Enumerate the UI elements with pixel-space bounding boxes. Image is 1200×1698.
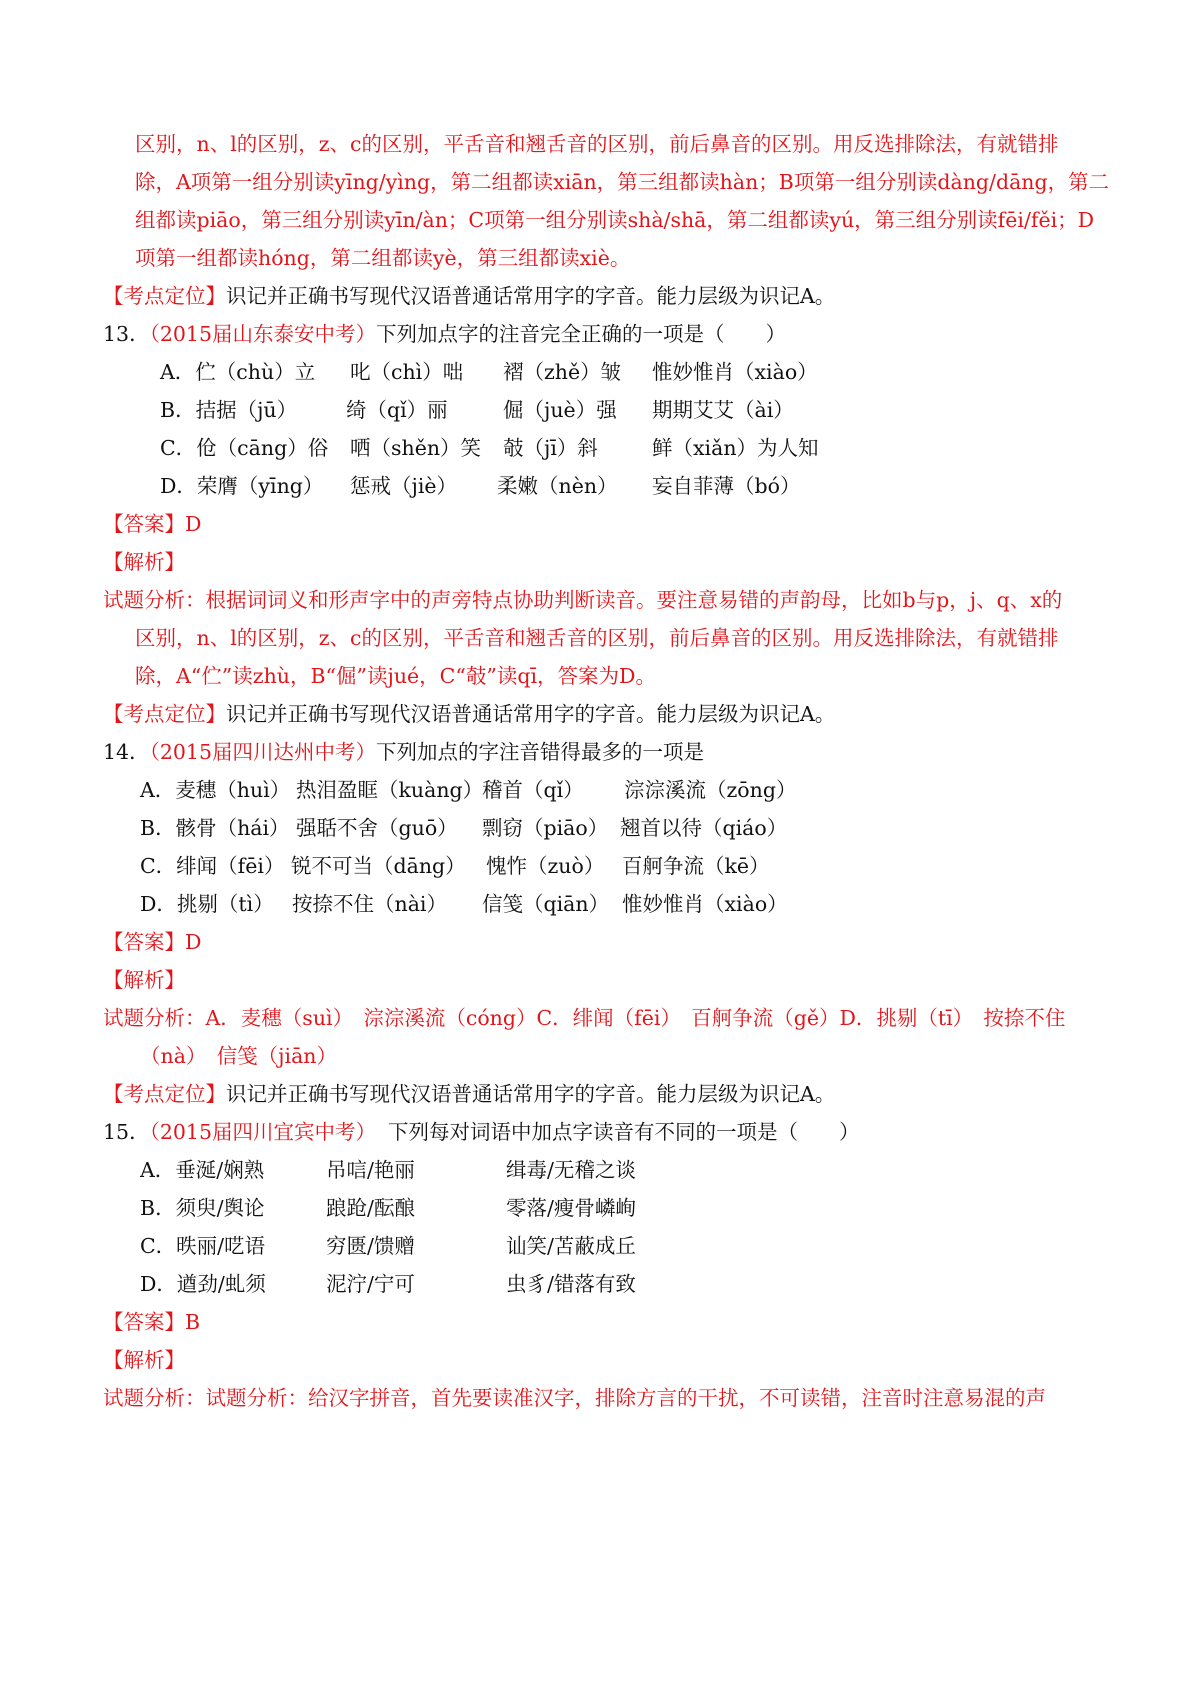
q15-number: 15． (103, 1120, 150, 1144)
q15-option-c (0, 1231, 1200, 1261)
q14-analysis-2: （nà） 信笺（jiān） (140, 1044, 338, 1068)
q13-answer-value: D (185, 512, 202, 536)
q13-c-3: 攲（jī）斜 (503, 436, 598, 460)
q15-answer-value: B (185, 1310, 201, 1334)
q14-a-2: 热泪盈眶（kuàng） (296, 778, 484, 802)
q13-kaodian-label: 【考点定位】 (103, 702, 226, 726)
kaodian-row (103, 281, 835, 311)
q13-jiexi-label: 【解析】 (103, 550, 185, 574)
q13-answer-label: 【答案】 (103, 512, 185, 536)
q14-d-2: 按捺不住（nài） (292, 892, 447, 916)
q13-d-1: D．荣膺（yīng） (160, 474, 324, 498)
q13-c-4: 鲜（xiǎn）为人知 (652, 436, 819, 460)
q14-analysis-1: 试题分析：A．麦穗（suì） 淙淙溪流（cóng）C．绯闻（fēi） 百舸争流（gě）D．挑剔（tī） 按捺不住 (103, 1006, 1066, 1030)
q14-b-3: 剽窃（piāo） (482, 816, 609, 840)
q14-d-3: 信笺（qiān） (482, 892, 610, 916)
q14-answer-label: 【答案】 (103, 930, 185, 954)
q14-stem (103, 737, 704, 767)
q14-number: 14． (103, 740, 150, 764)
q15-answer-label: 【答案】 (103, 1310, 185, 1334)
q13-b-4: 期期艾艾（ài） (652, 398, 794, 422)
q14-b-4: 翘首以待（qiáo） (620, 816, 788, 840)
q13-kaodian-row (103, 699, 835, 729)
q13-a-1: A．伫（chù）立 (160, 360, 316, 384)
q14-answer-value: D (185, 930, 202, 954)
q13-a-3: 褶（zhě）皱 (503, 360, 622, 384)
q14-kaodian-label: 【考点定位】 (103, 1082, 226, 1106)
q13-a-4: 惟妙惟肖（xiào） (652, 360, 818, 384)
q14-option-c (0, 851, 1200, 881)
q15-option-a (0, 1155, 1200, 1185)
q15-question: 下列每对词语中加点字读音有不同的一项是（ ） (388, 1120, 860, 1144)
q14-c-3: 愧怍（zuò） (486, 854, 605, 878)
q13-option-c (0, 433, 1200, 463)
q13-answer (103, 509, 201, 539)
q13-c-2: 哂（shěn）笑 (350, 436, 482, 460)
q14-b-1: B．骸骨（hái） (140, 816, 290, 840)
q14-a-4: 淙淙溪流（zōng） (624, 778, 797, 802)
q14-option-a (0, 775, 1200, 805)
intro-line-2: 除，A项第一组分别读yīng/yìng，第二组都读xiān，第三组都读hàn；B项第一组分别读dàng/dāng，第二 (135, 170, 1110, 194)
q15-option-b (0, 1193, 1200, 1223)
q15-d-3: 虫豸/错落有致 (506, 1272, 636, 1296)
q13-option-b (0, 395, 1200, 425)
q14-kaodian-row (103, 1079, 835, 1109)
q15-a-1: A．垂涎/娴熟 (140, 1158, 265, 1182)
q14-c-4: 百舸争流（kē） (622, 854, 770, 878)
q13-d-4: 妄自菲薄（bó） (652, 474, 801, 498)
q15-b-2: 踉跄/酝酿 (326, 1196, 415, 1220)
q13-kaodian-text: 识记并正确书写现代汉语普通话常用字的字音。能力层级为识记A。 (226, 702, 836, 726)
q14-a-1: A．麦穗（huì） (140, 778, 291, 802)
q15-d-1: D．遒劲/虬须 (140, 1272, 266, 1296)
q15-stem (103, 1117, 860, 1147)
q15-c-1: C．昳丽/呓语 (140, 1234, 266, 1258)
q13-stem (103, 319, 786, 349)
q13-b-2: 绮（qǐ）丽 (346, 398, 448, 422)
q14-question: 下列加点的字注音错得最多的一项是 (376, 740, 705, 764)
q15-d-2: 泥泞/宁可 (326, 1272, 415, 1296)
q14-option-b (0, 813, 1200, 843)
q14-b-2: 强聒不舍（guō） (296, 816, 458, 840)
q14-a-3: 稽首（qǐ） (482, 778, 584, 802)
q13-a-2: 叱（chì）咄 (350, 360, 464, 384)
q15-source: （2015届四川宜宾中考） (149, 1120, 377, 1144)
q15-option-d (0, 1269, 1200, 1299)
q14-kaodian-text: 识记并正确书写现代汉语普通话常用字的字音。能力层级为识记A。 (226, 1082, 836, 1106)
q13-option-a (0, 357, 1200, 387)
q15-b-3: 零落/瘦骨嶙峋 (506, 1196, 636, 1220)
q15-b-1: B．须臾/舆论 (140, 1196, 265, 1220)
q14-c-1: C．绯闻（fēi） (140, 854, 285, 878)
q13-option-d (0, 471, 1200, 501)
q15-a-2: 吊唁/艳丽 (326, 1158, 415, 1182)
q15-c-2: 穷匮/馈赠 (326, 1234, 415, 1258)
q13-analysis-2: 区别，n、l的区别，z、c的区别，平舌音和翘舌音的区别，前后鼻音的区别。用反选排除法，有就错排 (135, 626, 1059, 650)
q13-number: 13． (103, 322, 150, 346)
intro-line-3: 组都读piāo，第三组分别读yīn/àn；C项第一组分别读shà/shā，第二组都读yú，第三组分别读fēi/fěi；D (135, 208, 1095, 232)
q14-answer (103, 927, 201, 957)
q13-b-1: B．拮据（jū） (160, 398, 298, 422)
kaodian-label: 【考点定位】 (103, 284, 226, 308)
q14-d-4: 惟妙惟肖（xiào） (622, 892, 788, 916)
q15-answer (103, 1307, 200, 1337)
q15-jiexi-label: 【解析】 (103, 1348, 185, 1372)
q14-option-d (0, 889, 1200, 919)
intro-line-4: 项第一组都读hóng，第二组都读yè，第三组都读xiè。 (135, 246, 631, 270)
q14-jiexi-label: 【解析】 (103, 968, 185, 992)
q13-d-2: 惩戒（jiè） (350, 474, 458, 498)
q14-source: （2015届四川达州中考） (149, 740, 377, 764)
q14-d-1: D．挑剔（tì） (140, 892, 274, 916)
q13-source: （2015届山东泰安中考） (149, 322, 377, 346)
q13-question: 下列加点字的注音完全正确的一项是（ ） (376, 322, 787, 346)
q13-analysis-1: 试题分析：根据词词义和形声字中的声旁特点协助判断读音。要注意易错的声韵母，比如b与p，j、q、x的 (103, 588, 1063, 612)
q13-b-3: 倔（juè）强 (503, 398, 617, 422)
q13-analysis-3: 除，A“伫”读zhù，B“倔”读jué，C“攲”读qī，答案为D。 (135, 664, 656, 688)
intro-line-1: 区别，n、l的区别，z、c的区别，平舌音和翘舌音的区别，前后鼻音的区别。用反选排除法，有就错排 (135, 132, 1059, 156)
q13-c-1: C．伧（cāng）俗 (160, 436, 329, 460)
kaodian-text: 识记并正确书写现代汉语普通话常用字的字音。能力层级为识记A。 (226, 284, 836, 308)
q15-c-3: 讪笑/苫蔽成丘 (506, 1234, 636, 1258)
q15-analysis-1: 试题分析：试题分析：给汉字拼音，首先要读准汉字，排除方言的干扰，不可读错，注音时注意易混的声 (103, 1386, 1046, 1410)
q15-a-3: 缉毒/无稽之谈 (506, 1158, 636, 1182)
q14-c-2: 锐不可当（dāng） (291, 854, 466, 878)
q13-d-3: 柔嫩（nèn） (497, 474, 618, 498)
